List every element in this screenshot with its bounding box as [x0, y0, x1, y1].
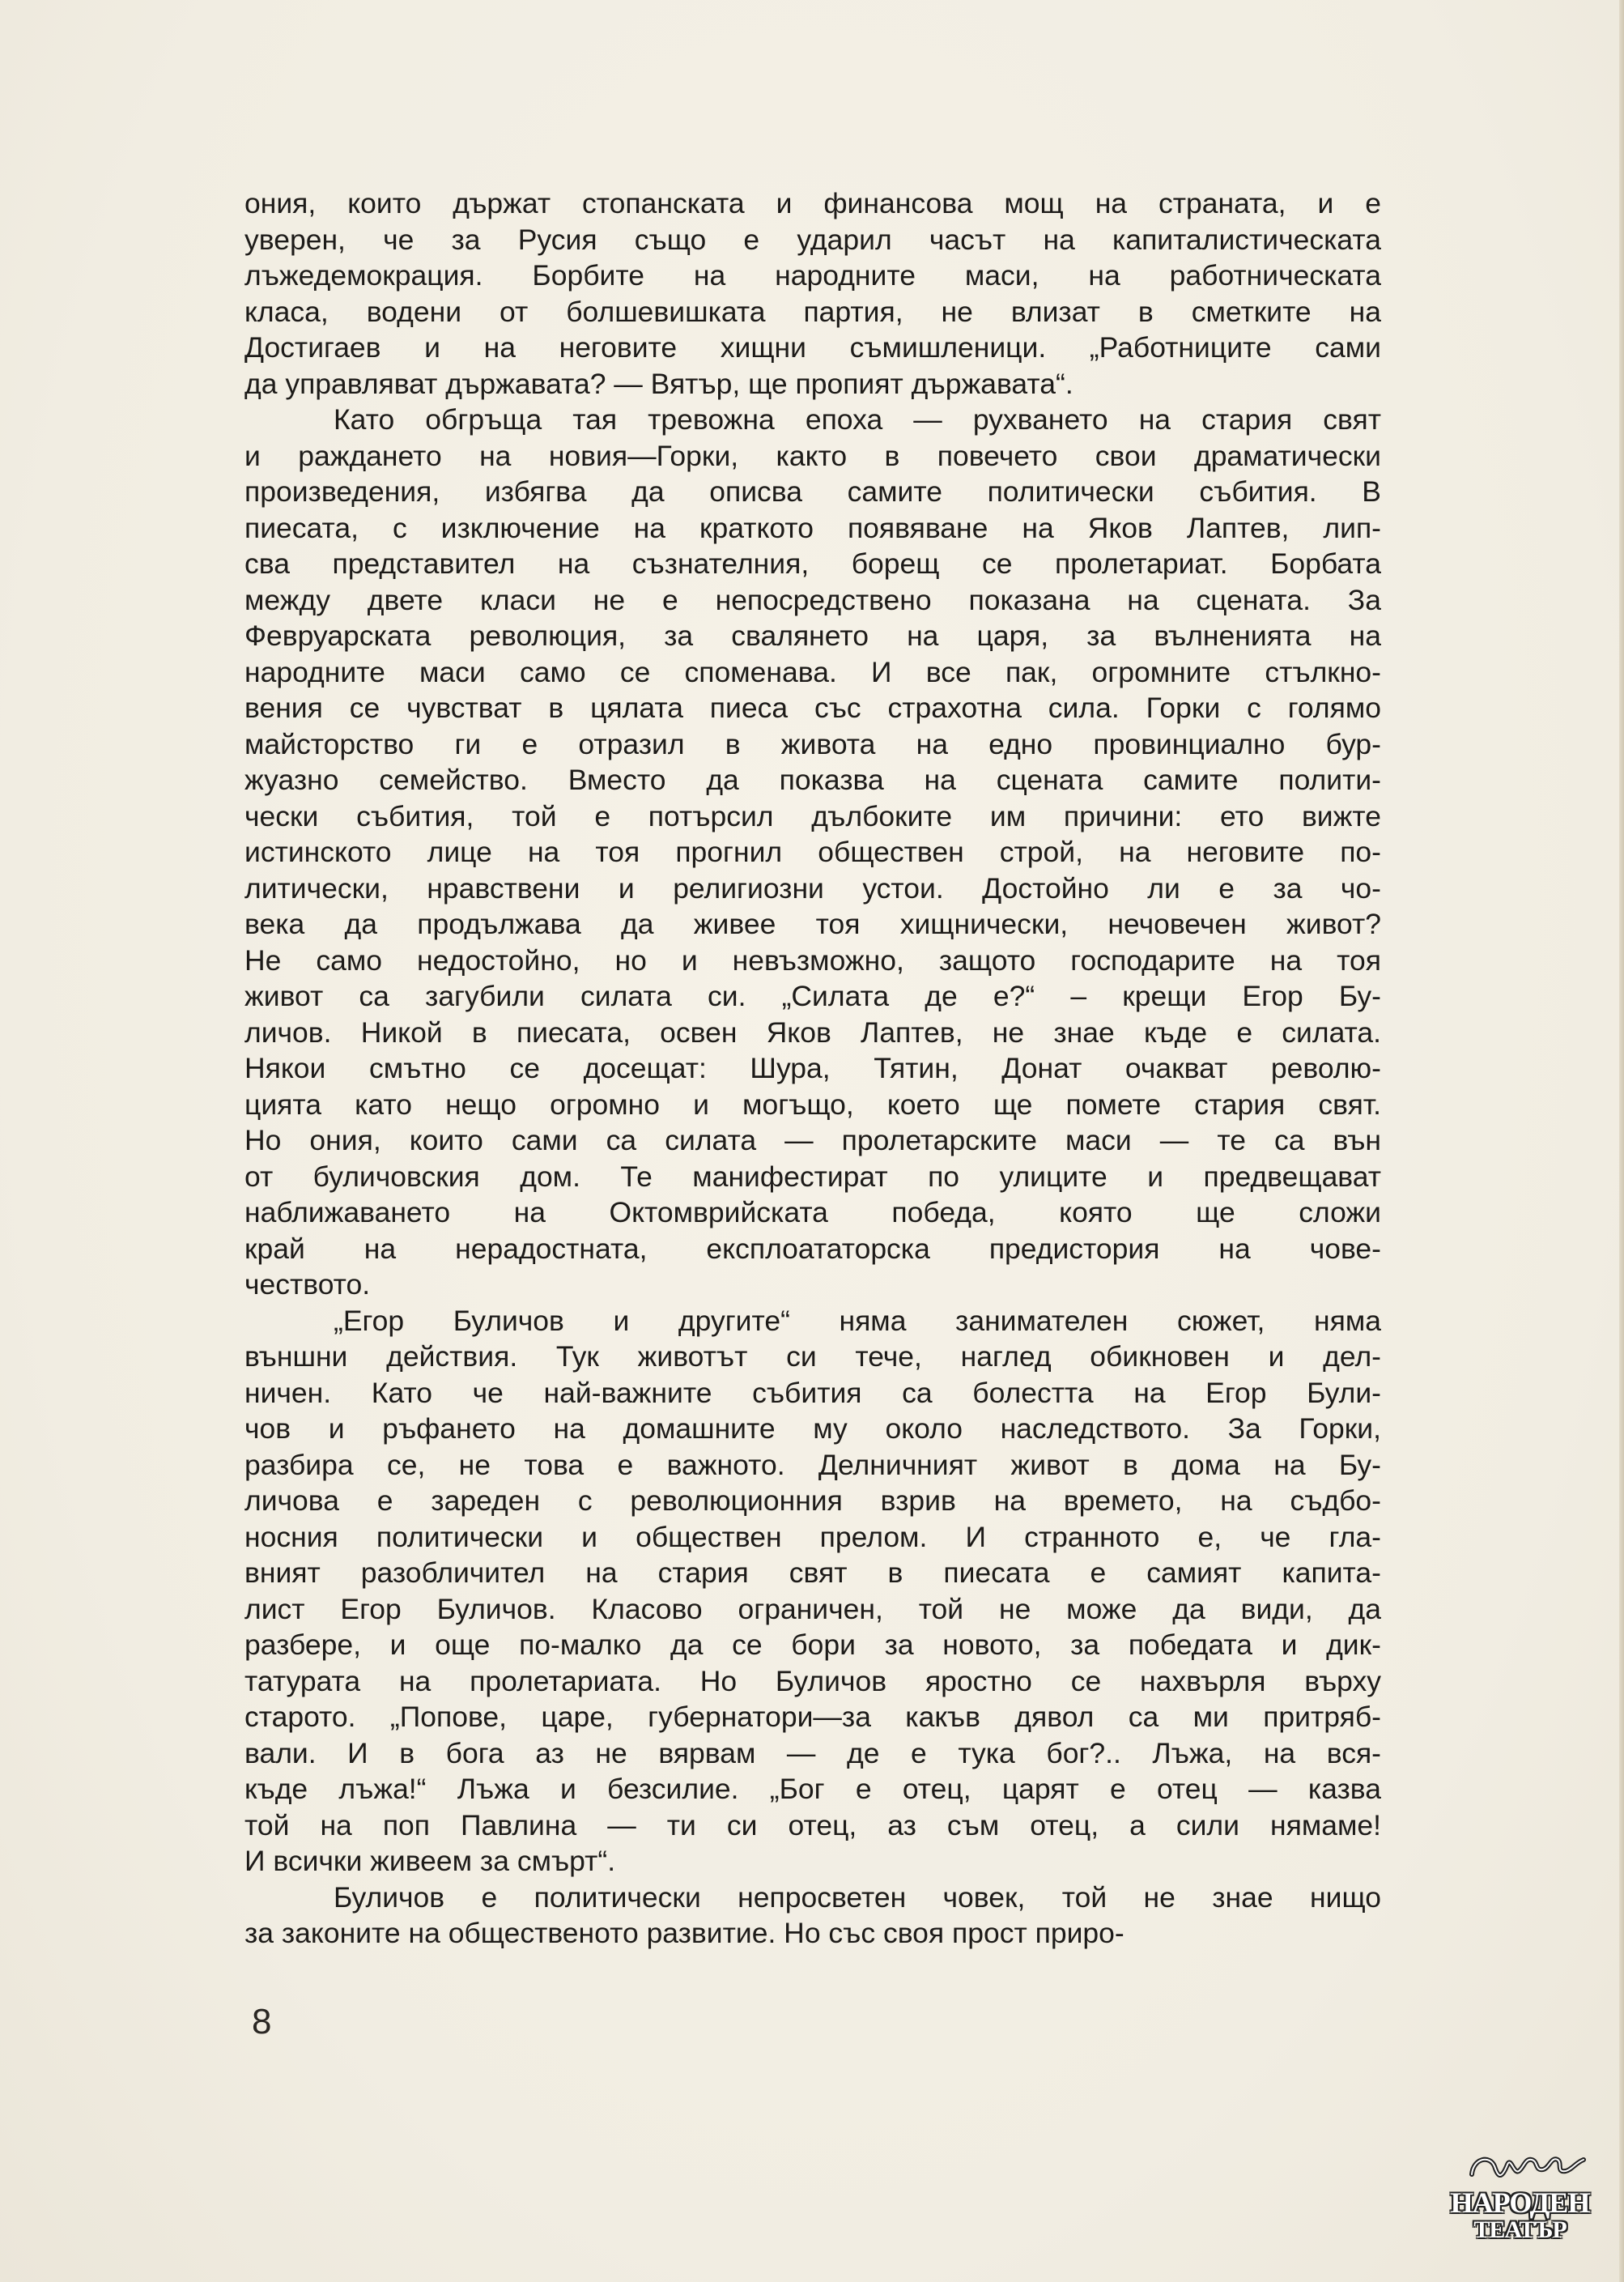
- text-line: лист Егор Буличов. Класово ограничен, той не може да види, да: [244, 1592, 1381, 1625]
- page-edge: [1619, 0, 1624, 2282]
- text-line: личов. Никой в пиесата, освен Яков Лаптев, не знае къде е силата.: [244, 1015, 1381, 1049]
- text-line: живот са загубили силата си. „Силата де е?“ – крещи Егор Бу-: [244, 980, 1381, 1012]
- text-line: външни действия. Тук животът си тече, наглед обикновен и дел-: [244, 1340, 1381, 1373]
- text-line: вали. И в бога аз не вярвам — де е тука бог?.. Лъжа, на вся-: [244, 1736, 1381, 1769]
- text-line: разбира се, не това е важното. Делничният живот в дома на Бу-: [244, 1448, 1381, 1481]
- text-line: Като обгръща тая тревожна епоха — рухването на стария свят: [334, 403, 1381, 436]
- text-line: чеството.: [244, 1268, 371, 1301]
- text-line: жуазно семейство. Вместо да показва на сцената самите полити-: [244, 764, 1381, 796]
- text-line: той на поп Павлина — ти си отец, аз съм отец, а сили нямаме!: [244, 1808, 1381, 1841]
- logo-signature-script: [1465, 2150, 1587, 2189]
- text-line: Достигаев и на неговите хищни съмишленици. „Работниците сами: [244, 331, 1381, 364]
- text-line: личова е зареден с революционния взрив на времето, на съдбо-: [244, 1484, 1381, 1517]
- text-line: Не само недостойно, но и невъзможно, защото господарите на тоя: [244, 943, 1381, 977]
- text-line: века да продължава да живее тоя хищнически, нечовечен живот?: [244, 908, 1381, 940]
- text-line: носния политически и обществен прелом. И странното е, че гла-: [244, 1520, 1381, 1553]
- text-line: татурата на пролетариата. Но Буличов яростно се нахвърля върху: [244, 1664, 1381, 1697]
- text-line: уверен, че за Русия също е ударил часът на капиталистическата: [244, 223, 1381, 256]
- text-line: сва представител на съзнателния, борещ се пролетариат. Борбата: [244, 547, 1381, 580]
- text-line: Февруарската революция, за свалянето на царя, за вълненията на: [244, 619, 1381, 652]
- page-number: 8: [252, 2002, 272, 2041]
- text-line: пиесата, с изключение на краткото появяване на Яков Лаптев, лип-: [244, 511, 1381, 544]
- text-line: за законите на общественото развитие. Но със своя прост приро-: [244, 1917, 1124, 1949]
- text-line: да управляват държавата? — Вятър, ще пропият държавата“.: [244, 367, 1073, 400]
- text-line: чов и ръфането на домашните му около наследството. За Горки,: [244, 1412, 1381, 1445]
- text-line: наближаването на Октомврийската победа, която ще сложи: [244, 1196, 1381, 1228]
- text-line: майсторство ги е отразил в живота на едно провинциално бур-: [244, 727, 1381, 760]
- national-theatre-logo: [1449, 2150, 1591, 2247]
- text-line: „Егор Буличов и другите“ няма занимателен сюжет, няма: [334, 1304, 1381, 1337]
- paragraph: [244, 1880, 1381, 1952]
- text-line: вения се чувстват в цялата пиеса със страхотна сила. Горки с голямо: [244, 692, 1381, 724]
- text-line: истинското лице на тоя прогнил обществен строй, на неговите по-: [244, 836, 1381, 868]
- text-line: и раждането на новия—Горки, както в повечето свои драматически: [244, 439, 1381, 472]
- text-line: класа, водени от болшевишката партия, не влизат в сметките на: [244, 295, 1381, 328]
- text-line: Някои смътно се досещат: Шура, Тятин, Донат очакват револю-: [244, 1052, 1381, 1084]
- text-line: между двете класи не е непосредствено показана на сцената. За: [244, 583, 1381, 616]
- text-line: вният разобличител на стария свят в пиесата е самият капита-: [244, 1556, 1381, 1589]
- logo-line-1: НАРОДЕН: [1450, 2186, 1590, 2219]
- paragraph: [244, 1303, 1381, 1880]
- text-line: произведения, избягва да описва самите политически събития. В: [244, 475, 1381, 508]
- text-line: лъжедемокрация. Борбите на народните маси, на работническата: [244, 259, 1381, 292]
- paragraph: [244, 185, 1381, 402]
- text-line: ничен. Като че най-важните събития са болестта на Егор Були-: [244, 1376, 1381, 1409]
- text-line: край на нерадостната, експлоататорска предистория на чове-: [244, 1232, 1381, 1265]
- text-line: старото. „Попове, царе, губернатори—за какъв дявол са ми притряб-: [244, 1701, 1381, 1733]
- text-line: Буличов е политически непросветен човек, той не знае нищо: [334, 1880, 1381, 1914]
- text-line: ония, които държат стопанската и финансова мощ на страната, и е: [244, 187, 1381, 219]
- text-line: цията като нещо огромно и могъщо, което ще помете стария свят.: [244, 1088, 1381, 1121]
- logo-line-2: ТЕАТЪР: [1473, 2216, 1567, 2243]
- text-line: Но ония, които сами са силата — пролетарските маси — те са вън: [244, 1124, 1381, 1156]
- text-line: чески събития, той е потърсил дълбоките им причини: ето вижте: [244, 799, 1381, 832]
- text-line: И всички живеем за смърт“.: [244, 1845, 616, 1877]
- paragraph: [244, 402, 1381, 1303]
- text-line: къде лъжа!“ Лъжа и безсилие. „Бог е отец, царят е отец — казва: [244, 1773, 1381, 1805]
- text-line: народните маси само се споменава. И все пак, огромните стълкно-: [244, 655, 1381, 688]
- text-line: от буличовския дом. Те манифестират по улиците и предвещават: [244, 1160, 1381, 1193]
- text-line: разбере, и още по-малко да се бори за новото, за победата и дик-: [244, 1628, 1381, 1661]
- body-text: [244, 185, 1381, 1952]
- text-line: литически, нравствени и религиозни устои. Достойно ли е за чо-: [244, 871, 1381, 905]
